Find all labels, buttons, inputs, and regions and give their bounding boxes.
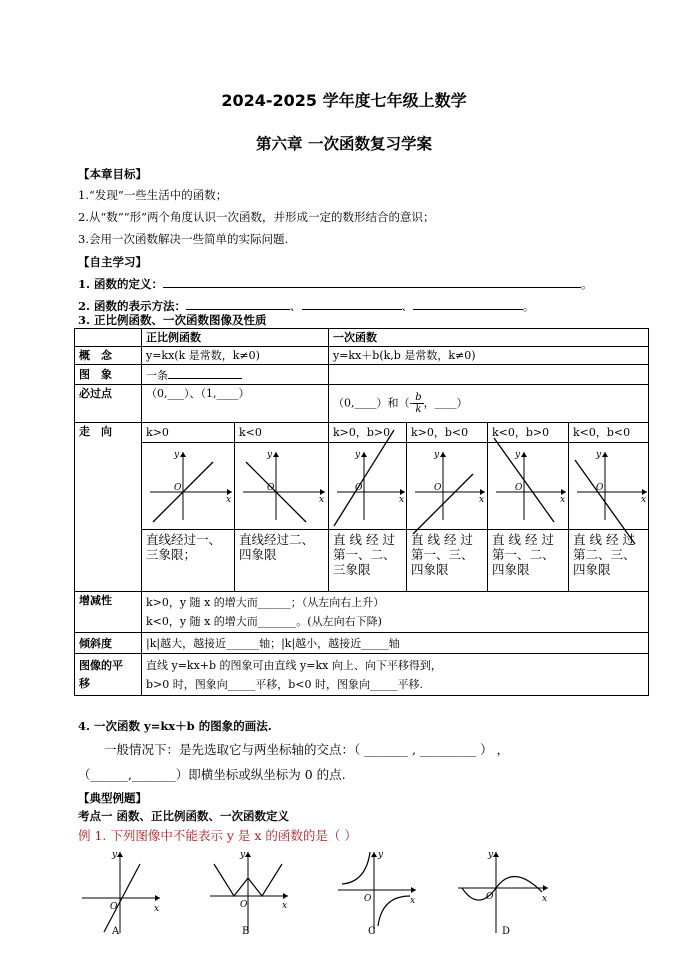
option-c-x-label: x: [410, 896, 416, 906]
axis-arrows: [602, 452, 647, 495]
option-b-graph[interactable]: [210, 850, 288, 937]
y-axis-label: y: [596, 450, 602, 460]
x-axis-label: x: [560, 495, 566, 505]
q4-title: 4. 一次函数 y=kx＋b 的图象的画法.: [78, 719, 272, 733]
line-graph-5: [492, 444, 572, 524]
graph-cell-6: [569, 443, 649, 530]
goal-item-2: 2.从“数”“形”两个角度认识一次函数，并形成一定的数形结合的意识；: [78, 210, 435, 224]
case-4: k>0，b<0: [407, 423, 488, 443]
monotonic-content: [142, 592, 649, 633]
origin-label: O: [434, 483, 442, 493]
row-label-concept: 概 念: [75, 347, 142, 365]
desc-6: 直 线 经 过 第二、三、四象限: [569, 530, 649, 592]
case-3: k>0，b>0: [329, 423, 407, 443]
goal-item-1: 1.“发现”一些生活中的函数；: [78, 188, 228, 202]
self-study-heading: 【自主学习】: [78, 255, 147, 269]
graph-cell-1: [142, 443, 235, 530]
axis-arrows: [273, 452, 325, 495]
graph-cell-2: [235, 443, 329, 530]
example-1-question: 例 1. 下列图像中不能表示 y 是 x 的函数的是（ ）: [78, 828, 357, 843]
row-label-point: 必过点: [75, 385, 142, 423]
desc-4: 直 线 经 过 第一、三、四象限: [407, 530, 488, 592]
x-axis-label: x: [399, 495, 405, 505]
concept-proportional: y=kx(k 是常数，k≠0): [142, 347, 329, 365]
line-graph-4: [411, 444, 491, 524]
frac-num: b: [415, 392, 422, 403]
header-proportional: 正比例函数: [142, 329, 329, 347]
header-linear: 一次函数: [329, 329, 649, 347]
document-title: 2024-2025 学年度七年级上数学: [221, 91, 467, 110]
x-axis-label: x: [319, 495, 325, 505]
point-linear-a: （0,____）和（-: [333, 396, 414, 410]
desc-2: 直线经过二、四象限: [235, 530, 329, 592]
concept-linear: y=kx＋b(k,b 是常数，k≠0): [329, 347, 649, 365]
fraction-b-over-k: [413, 392, 423, 415]
y-axis-label: y: [515, 450, 521, 460]
option-c-graph[interactable]: [338, 850, 416, 937]
case-6: k<0，b<0: [569, 423, 649, 443]
axis-arrows: [180, 452, 232, 495]
point-linear: [329, 385, 649, 423]
q2-sep-2: 、: [401, 299, 414, 313]
line-graph-6: [573, 444, 653, 524]
option-a-graph[interactable]: [82, 850, 160, 937]
row-label-monotonic: 增减性: [75, 592, 142, 633]
graph-linear: [329, 365, 649, 385]
row-label-trend: 走 向: [75, 423, 142, 592]
examples-heading: 【典型例题】: [78, 791, 147, 805]
option-c-label: C: [368, 926, 376, 937]
option-d-x-label: x: [542, 894, 548, 904]
shift-line-2: b>0 时，图象向_____平移，b<0 时，图象向_____平移.: [146, 677, 424, 691]
q2-blank-2[interactable]: [302, 297, 402, 310]
graph-cell-3: [329, 443, 407, 530]
x-axis-label: x: [641, 495, 647, 505]
graph-cell-5: [488, 443, 569, 530]
row-label-slope: 倾斜度: [75, 633, 142, 654]
row-label-shift: 图像的平 移: [75, 654, 142, 696]
point-linear-b: ，____）: [423, 396, 468, 410]
mono-line-1: k>0，y 随 x 的增大而______；（从左向右上升）: [146, 596, 385, 609]
option-b-label: B: [242, 926, 250, 937]
desc-5: 直 线 经 过 第一、二、四象限: [488, 530, 569, 592]
row-label-graph: 图 象: [75, 365, 142, 385]
line-graph-1: [146, 444, 238, 524]
option-a-label: A: [112, 926, 120, 937]
goals-heading: 【本章目标】: [78, 167, 147, 181]
desc-3: 直 线 经 过 第一、二、三象限: [329, 530, 407, 592]
q1-end: 。: [581, 277, 593, 291]
graph-prop-text: 一条: [146, 369, 168, 382]
goal-item-3: 3.会用一次函数解决一些简单的实际问题.: [78, 232, 289, 246]
option-a-x-label: x: [154, 904, 160, 914]
line-graph-3: [333, 444, 411, 524]
axis-arrows: [440, 452, 485, 495]
q1-blank[interactable]: [163, 275, 581, 288]
case-1: k>0: [142, 423, 235, 443]
option-b-y-label: y: [240, 850, 246, 860]
q1-function-definition: [78, 275, 593, 292]
option-d-label: D: [502, 926, 511, 937]
origin-label: O: [596, 483, 604, 493]
example-1-graphs: [82, 848, 548, 938]
option-a-origin: O: [110, 902, 118, 912]
axis-arrows: [361, 452, 405, 495]
option-a-y-label: y: [112, 850, 118, 860]
q2-sep-1: 、: [290, 299, 302, 313]
mono-line-2: k<0，y 随 x 的增大而_______。(从左向右下降): [146, 615, 382, 628]
y-axis-label: y: [355, 450, 361, 460]
y-axis-label: y: [267, 450, 273, 460]
x-axis-label: x: [479, 495, 485, 505]
option-d-graph[interactable]: [458, 850, 548, 937]
point-proportional: （0,___）、（1,____）: [142, 385, 329, 423]
origin-label: O: [515, 483, 523, 493]
x-axis-label: x: [226, 495, 232, 505]
q2-blank-1[interactable]: [186, 297, 290, 310]
axis-arrows: [521, 452, 566, 495]
option-b-x-label: x: [282, 901, 288, 911]
y-axis-label: y: [174, 450, 180, 460]
origin-label: O: [355, 483, 363, 493]
graph-cell-4: [407, 443, 488, 530]
option-c-y-label: y: [378, 850, 384, 860]
header-empty: [75, 329, 142, 347]
q4-line-2: （______,_______）即横坐标或纵坐标为 0 的点.: [78, 767, 346, 782]
q4-line-1: 一般情况下：是先选取它与两坐标轴的交点：（ _______ , _________ ） ，: [104, 742, 510, 757]
q1-label: 1. 函数的定义：: [78, 277, 164, 291]
option-c-origin: O: [364, 894, 372, 904]
option-d-y-label: y: [488, 850, 494, 860]
q2-end: 。: [523, 299, 535, 313]
shift-line-1: 直线 y=kx+b 的图象可由直线 y=kx 向上、向下平移得到，: [146, 658, 442, 672]
case-5: k<0，b>0: [488, 423, 569, 443]
origin-label: O: [174, 483, 182, 493]
line-graph-2: [239, 444, 331, 524]
graph-proportional: [142, 365, 329, 385]
shift-content: [142, 654, 649, 696]
chapter-title: 第六章 一次函数复习学案: [256, 135, 432, 153]
desc-1: 直线经过一、三象限；: [142, 530, 235, 592]
q2-label: 2. 函数的表示方法：: [78, 299, 187, 313]
case-2: k<0: [235, 423, 329, 443]
properties-table: [74, 328, 649, 696]
q2-blank-3[interactable]: [413, 297, 523, 310]
y-axis-label: y: [434, 450, 440, 460]
slope-content: |k|越大，越接近______轴；|k|越小，越接近_____轴: [142, 633, 649, 654]
origin-label: O: [267, 483, 275, 493]
graph-blank[interactable]: [168, 366, 242, 379]
option-b-origin: O: [240, 900, 248, 910]
frac-den: k: [415, 404, 422, 415]
option-d-origin: O: [486, 892, 494, 902]
q3-title: 3. 正比例函数、一次函数图像及性质: [78, 313, 267, 327]
exam-point-1: 考点一 函数、正比例函数、一次函数定义: [78, 809, 290, 823]
